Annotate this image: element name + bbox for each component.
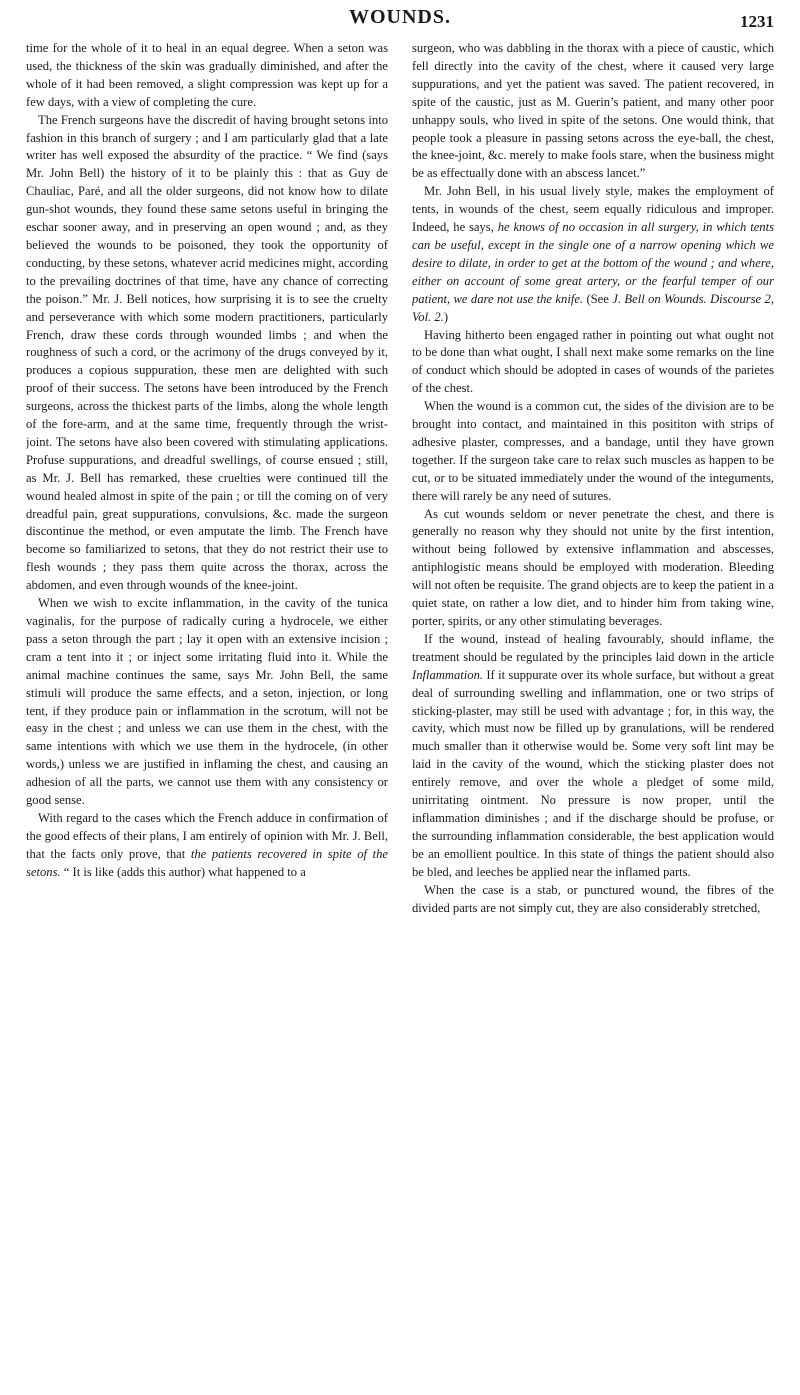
paragraph [412, 631, 774, 882]
paragraph: surgeon, who was dabbling in the thorax with a piece of caustic, which fell directly into the cavity of the chest, where it caused very large suppurations, and yet the patient was saved. The patient recovered, in spite of the caustic, just as M. Guerin’s patient, and many other poor unhappy souls, who lived in spite of the setons. One would think, that people took a pleasure in passing setons across the eye-ball, the chest, the knee-joint, &c. merely to make fools stare, when the business might be as effectually done with an abscess lancet.” [412, 41, 774, 181]
text-run: (See [583, 291, 613, 306]
paragraph: When we wish to excite inflammation, in the cavity of the tunica vaginalis, for the purpose of radically curing a hydrocele, we either pass a seton through the part ; lay it open with an extensive incision ; cram a tent into it ; or inject some irritating fluid into it. While the animal machine continues the same, says Mr. John Bell, the same stimuli will produce the same effects, and a seton, injection, or long tent, if they produce pain or inflammation in the scrotum, will not be easy in the chest ; and unless we can use them in the chest, with the same intentions with which we use them in the hydrocele, (in other words,) unless we are justified in inflaming the chest, and causing an adhesion of all the parts, we cannot use them with any consistency or good sense. [26, 596, 388, 808]
paragraph: time for the whole of it to heal in an equal degree. When a seton was used, the thickness of the skin was gradually diminished, and after the whole of it had been removed, a slight compression was kept up for a few days, with a view of completing the cure. [26, 41, 388, 109]
right-column [412, 40, 774, 1385]
running-title: WOUNDS. [348, 6, 451, 28]
text-run: With regard to the cases which the French adduce in confirmation of the good effects of their plans, I am entirely of opinion with Mr. J. Bell, that the facts only prove, that [26, 810, 388, 861]
text-run: If it suppurate over its whole surface, but without a great deal of surrounding swelling and inflammation, one or two strips of sticking-plaster, may still be used with advantage ; for, in this way, the cavity, which must now be filled up by granulations, will be rendered much smaller than it otherwise would be. Some very soft lint may be laid in the cavity of the wound, which the sticking plaster does not entirely remove, and over the whole a pledget of some mild, unirritating ointment. No pressure is now proper, until the inflammation diminishes ; and if the discharge should be profuse, or the surrounding inflammation considerable, the best application would be an emollient poultice. In this state of things the patient should also be bled, and leeches be applied near the inflamed parts. [412, 667, 774, 879]
paragraph: Having hitherto been engaged rather in pointing out what ought not to be done than what ought, I shall next make some remarks on the line of conduct which should be adopted in cases of wounds of the parietes of the chest. [412, 327, 774, 396]
text-run: ) [443, 309, 449, 324]
text-columns [26, 40, 774, 1385]
italic-text-run: the patients recovered in spite of the setons. [26, 846, 388, 879]
text-run: If the wound, instead of healing favourably, should inflame, the treatment should be regulated by the principles laid down in the article [412, 631, 774, 664]
page-number: 1231 [740, 12, 774, 31]
text-run: Mr. John Bell, in his usual lively style, makes the employment of tents, in wounds of the chest, seem equally ridiculous and improper. Indeed, he says, [412, 184, 774, 235]
paragraph: When the wound is a common cut, the sides of the division are to be brought into contact, and maintained in this posititon with strips of adhesive plaster, compresses, and a bandage, until they have grown together. If the surgeon take care to relax such muscles as happen to be cut, or to be situated immediately under the wound of the integuments, there will rarely be any need of sutures. [412, 399, 774, 503]
citation-reference: J. Bell on Wounds. Discourse 2, Vol. 2. [412, 291, 774, 324]
paragraph: When the case is a stab, or punctured wound, the fibres of the divided parts are not simply cut, they are also considerably stretched, [412, 882, 774, 915]
paragraph [26, 810, 388, 882]
italic-text-run: he knows of no occasion in all surgery, in which tents can be useful, except in the single one of a narrow opening which we desire to dilate, in order to get at the bottom of the wound ; and where, either on account of some great artery, or the fearful temper of our patient, we dare not use the knife. [412, 220, 774, 306]
text-run: “ It is like (adds this author) what happened to a [60, 864, 306, 879]
running-head [26, 6, 774, 36]
paragraph: The French surgeons have the discredit of having brought setons into fashion in this branch of surgery ; and I am particularly glad that a late writer has well exposed the absurdity of the practice. “ We find (says Mr. John Bell) the history of it to be plainly this : that as Guy de Chauliac, Paré, and all the older surgeons, did not know how to dilate gun-shot wounds, they found these same setons useful in bringing the eschar sooner away, and in preserving an open wound ; and, as they believed the wounds to be poisoned, they took the opportunity of conducting, by these setons, whatever acrid medicines might, according to the prevailing doctrines of that time, have any chance of correcting the poison.” Mr. J. Bell notices, how surprising it is to see the cruelty and perseverance with which some modern practitioners, particularly French, draw these cords through wounded limbs ; and when the roughness of such a cord, or the acrimony of the drugs conveyed by it, produces a copious suppuration, these men are delighted with such proof of their success. The setons have been introduced by the French surgeons, across the thickest parts of the limbs, along the whole length of the fore-arm, and at the same time, frequently through the wrist-joint. The setons have also been covered with stimulating applications. Profuse suppurations, and dreadful swellings, of course ensued ; still, as Mr. J. Bell has remarked, these cruelties were continued till the wound healed almost in spite of the pain ; or till the coming on of very dreadful pain, great suppurations, convulsions, &c. made the surgeon discontinue the method, or even amputate the limb. The French have become so familiarized to setons, that they do not restrict their use to flesh wounds ; they pass them quite across the thorax, across the abdomen, and even through wounds of the knee-joint. [26, 112, 388, 593]
paragraph [412, 183, 774, 326]
paragraph: As cut wounds seldom or never penetrate the chest, and there is generally no reason why they should not unite by the first intention, without being followed by extensive inflammation and abscesses, antiphlogistic means should be employed with moderation. Bleeding will not often be requisite. The grand objects are to keep the patient in a quiet state, on rather a low diet, and to hinder him from taking wine, porter, spirits, or any other stimulating beverages. [412, 506, 774, 628]
left-column [26, 40, 388, 1385]
italic-text-run: Inflammation. [412, 667, 484, 682]
